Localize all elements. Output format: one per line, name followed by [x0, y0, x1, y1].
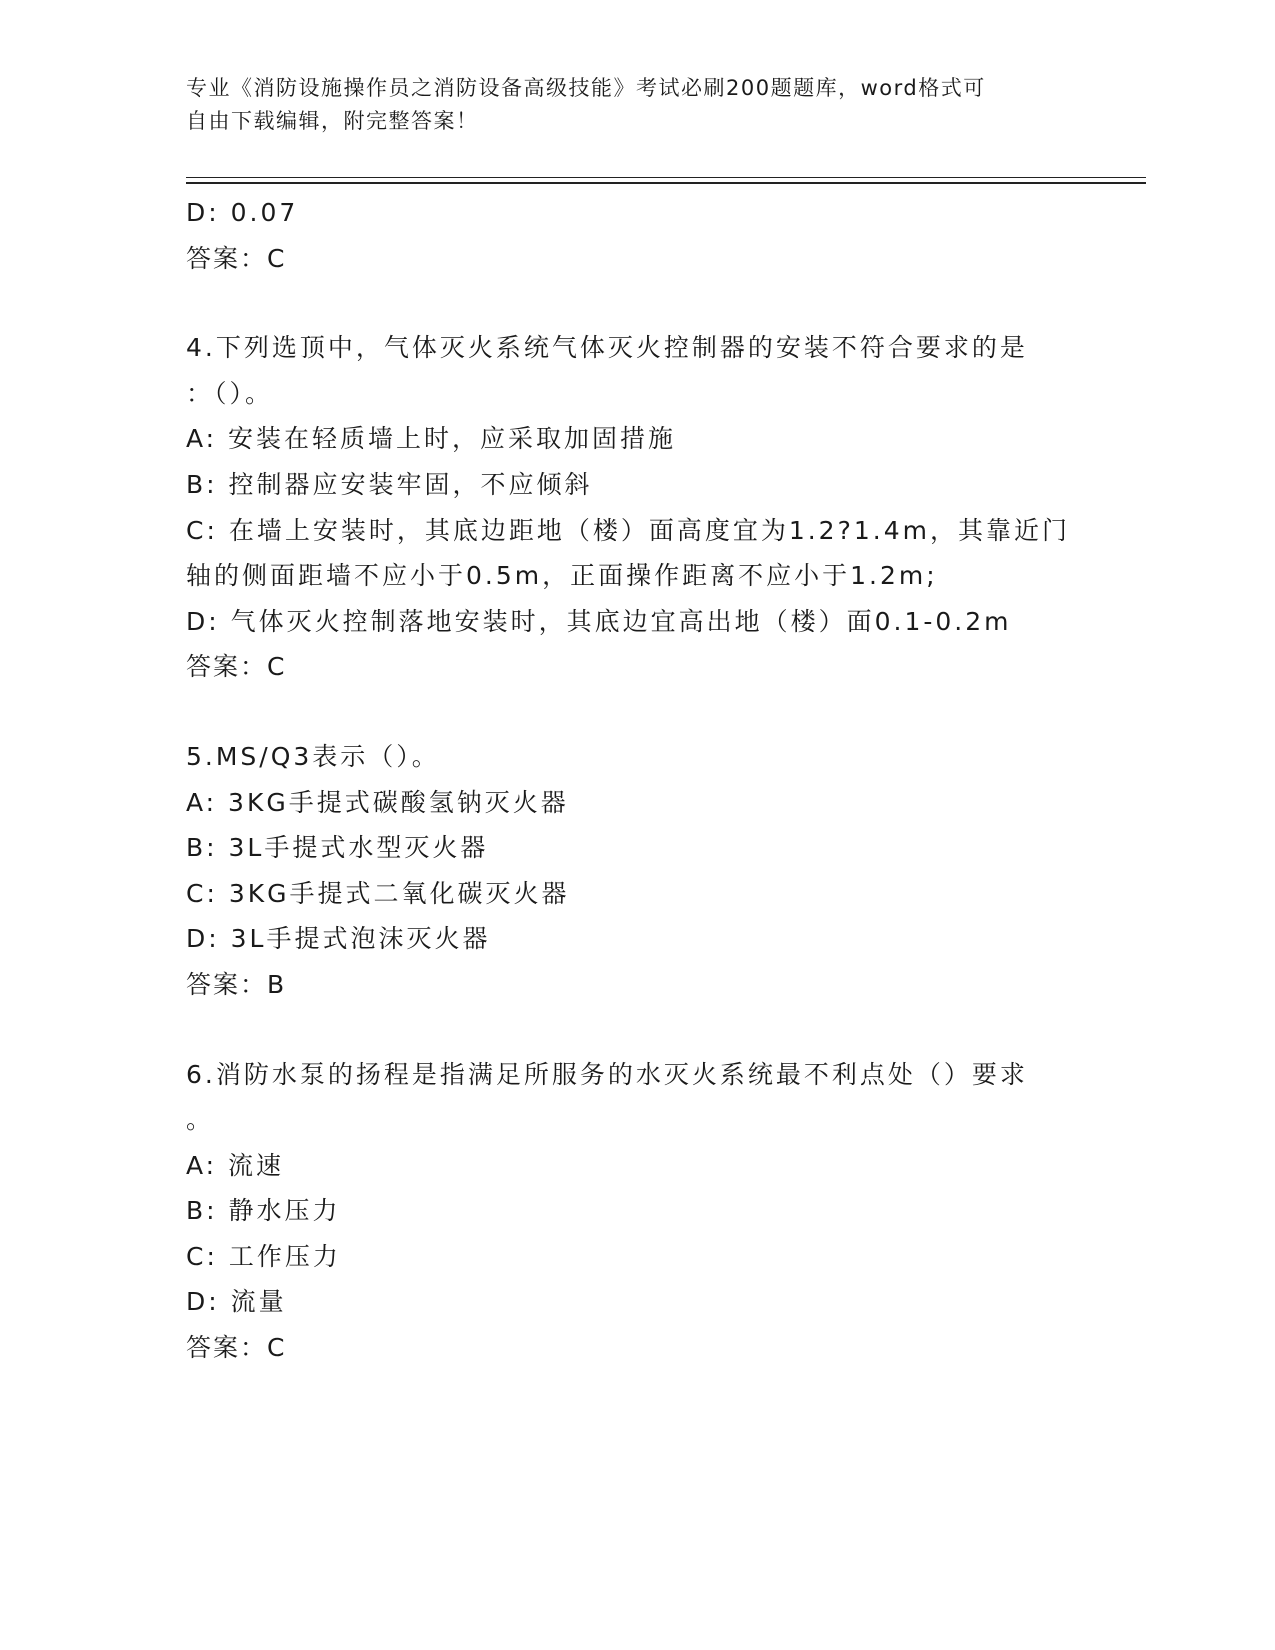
question-stem: 5.MS/Q3表示（）。	[186, 741, 440, 771]
option-c: C: 在墙上安装时，其底边距地（楼）面高度宜为1.2?1.4m，其靠近门	[186, 515, 1070, 545]
option-b: B: 控制器应安装牢固，不应倾斜	[186, 469, 593, 499]
answer-line: 答案：B	[186, 969, 287, 999]
answer-line: 答案：C	[186, 243, 287, 273]
question-block	[186, 325, 1086, 690]
answer-line: 答案：C	[186, 652, 287, 682]
page-header	[186, 72, 1066, 138]
question-block	[186, 734, 1086, 1008]
option-b: B: 静水压力	[186, 1196, 341, 1226]
option-b: B: 3L手提式水型灭火器	[186, 833, 489, 863]
option-c-cont: 轴的侧面距墙不应小于0.5m，正面操作距离不应小于1.2m;	[186, 561, 938, 591]
header-divider-thick	[186, 182, 1146, 184]
question-stem: 6.消防水泵的扬程是指满足所服务的水灭火系统最不利点处（）要求	[186, 1059, 1028, 1089]
question-block	[186, 1052, 1086, 1371]
option-c: C: 工作压力	[186, 1241, 341, 1271]
question-stem-cont: ：（）。	[186, 378, 274, 408]
option-d: D: 3L手提式泡沫灭火器	[186, 924, 491, 954]
option-d: D: 0.07	[186, 198, 299, 227]
header-divider-thin	[186, 177, 1146, 178]
header-line-1: 专业《消防设施操作员之消防设备高级技能》考试必刷200题题库，word格式可	[186, 76, 986, 100]
option-d: D: 气体灭火控制落地安装时，其底边宜高出地（楼）面0.1-0.2m	[186, 606, 1012, 636]
option-d: D: 流量	[186, 1287, 287, 1317]
option-a: A: 3KG手提式碳酸氢钠灭火器	[186, 787, 569, 817]
option-a: A: 安装在轻质墙上时，应采取加固措施	[186, 424, 677, 454]
question-list	[186, 190, 1086, 1371]
header-line-2: 自由下载编辑，附完整答案！	[186, 109, 479, 133]
option-a: A: 流速	[186, 1150, 285, 1180]
answer-line: 答案：C	[186, 1333, 287, 1363]
option-c: C: 3KG手提式二氧化碳灭火器	[186, 878, 570, 908]
question-stem: 4.下列选顶中，气体灭火系统气体灭火控制器的安装不符合要求的是	[186, 333, 1028, 363]
question-stem-cont: 。	[186, 1105, 215, 1135]
